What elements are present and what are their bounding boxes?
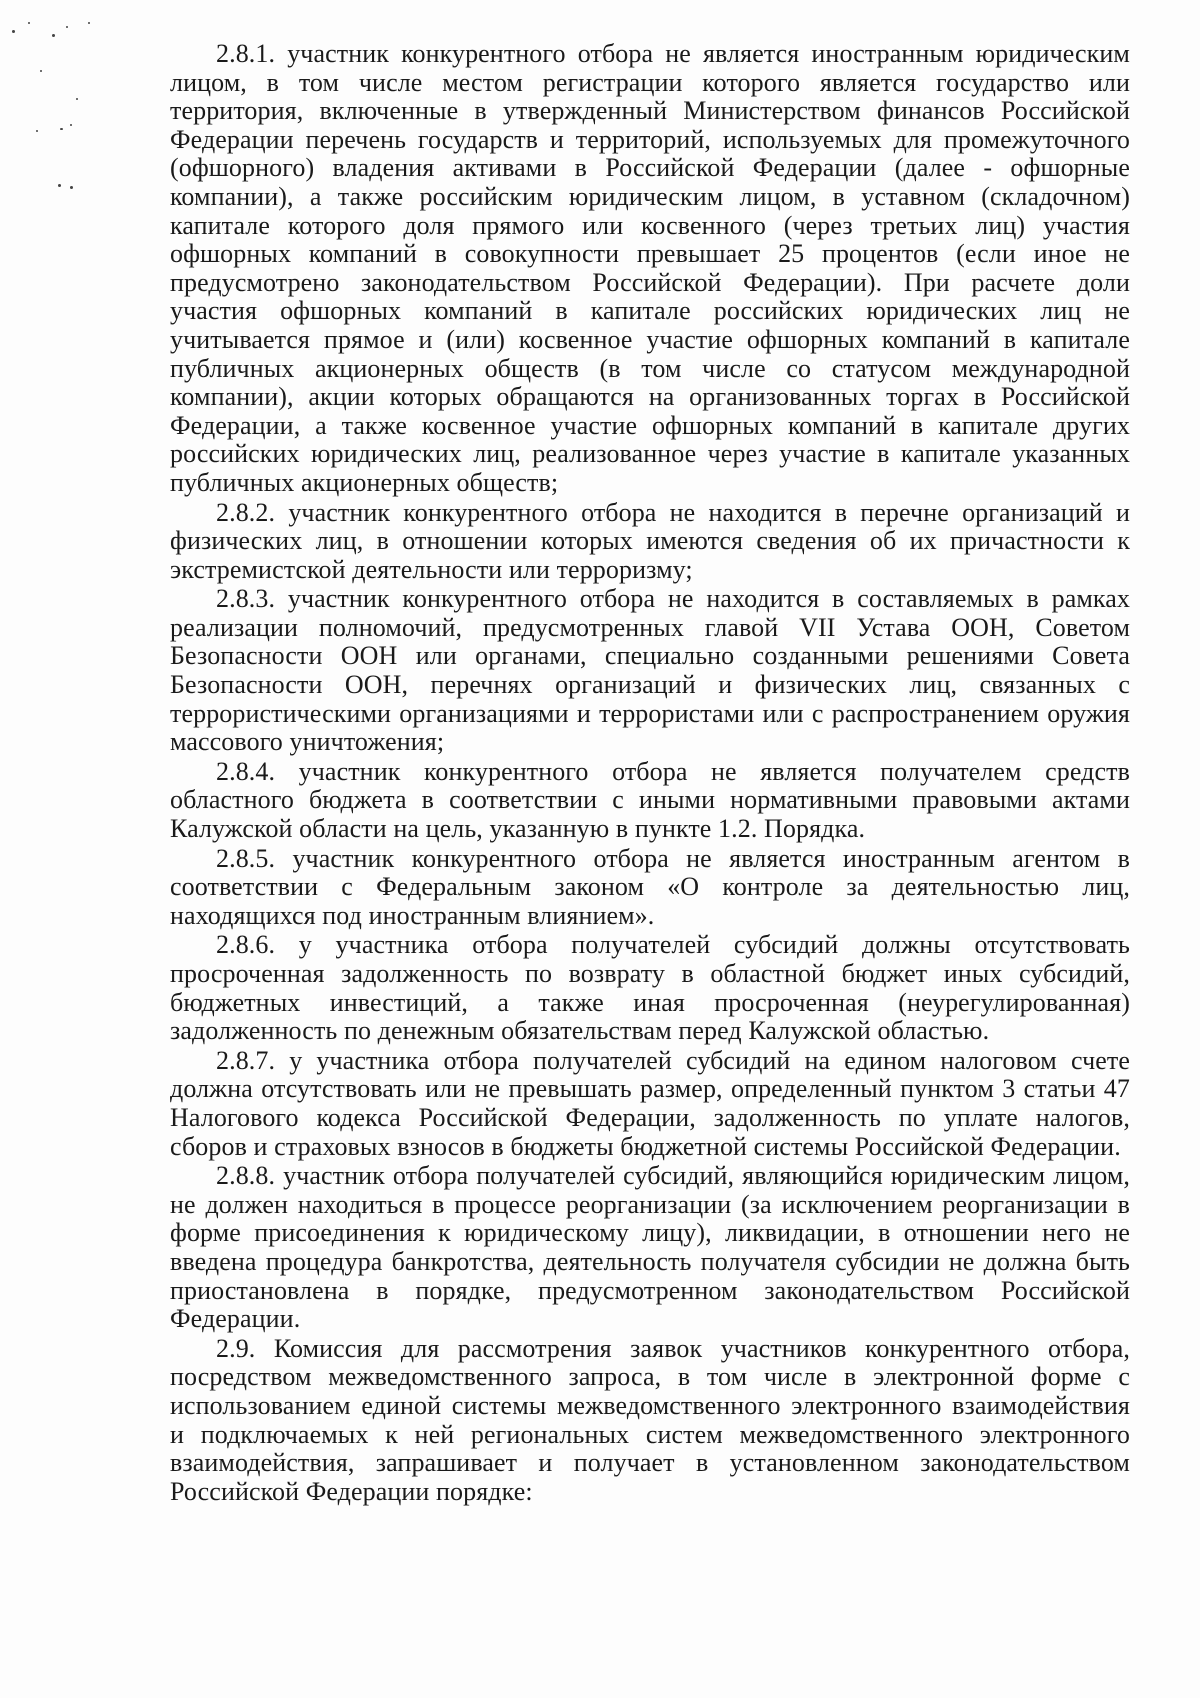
clause-2-8-6: 2.8.6. у участника отбора получателей субсидий должны отсутствовать просроченная задолженность по возврату в областной бюджет иных субсидий, бюджетных инвестиций, а также иная просроченная (неурегулированная) задолженность по денежным обязательствам перед Калужской областью. — [170, 930, 1130, 1046]
document-body — [170, 40, 1130, 1507]
clause-2-9: 2.9. Комиссия для рассмотрения заявок участников конкурентного отбора, посредством межведомственного запроса, в том числе в электронной форме с использованием единой системы межведомственного электронного взаимодействия и подключаемых к ней региональных систем межведомственного электронного взаимодействия, запрашивает и получает в установленном законодательством Российской Федерации порядке: — [170, 1333, 1130, 1506]
clause-2-8-5: 2.8.5. участник конкурентного отбора не является иностранным агентом в соответствии с Федеральным законом «О контроле за деятельностью лиц, находящихся под иностранным влиянием». — [170, 843, 1130, 930]
scan-specks — [0, 0, 120, 220]
clause-2-8-2: 2.8.2. участник конкурентного отбора не находится в перечне организаций и физических лиц, в отношении которых имеются сведения об их причастности к экстремистской деятельности или терроризму; — [170, 497, 1130, 584]
clause-2-8-4: 2.8.4. участник конкурентного отбора не является получателем средств областного бюджета в соответствии с иными нормативными правовыми актами Калужской области на цель, указанную в пункте 1.2. Порядка. — [170, 756, 1130, 844]
clause-2-8-8: 2.8.8. участник отбора получателей субсидий, являющийся юридическим лицом, не должен находиться в процессе реорганизации (за исключением реорганизации в форме присоединения к юридическому лицу), ликвидации, в отношении него не введена процедура банкротства, деятельность получателя субсидии не должна быть приостановлена в порядке, предусмотренном законодательством Российской Федерации. — [170, 1161, 1130, 1334]
clause-2-8-7: 2.8.7. у участника отбора получателей субсидий на едином налоговом счете должна отсутствовать или не превышать размер, определенный пунктом 3 статьи 47 Налогового кодекса Российской Федерации, задолженность по уплате налогов, сборов и страховых взносов в бюджеты бюджетной системы Российской Федерации. — [170, 1045, 1130, 1161]
clause-2-8-3: 2.8.3. участник конкурентного отбора не находится в составляемых в рамках реализации полномочий, предусмотренных главой VII Устава ООН, Советом Безопасности ООН или органами, специально созданными решениями Совета Безопасности ООН, перечнях организаций и физических лиц, связанных с террористическими организациями и террористами или с распространением оружия массового уничтожения; — [170, 584, 1130, 757]
clause-2-8-1: 2.8.1. участник конкурентного отбора не является иностранным юридическим лицом, в том числе местом регистрации которого является государство или территория, включенные в утвержденный Министерством финансов Российской Федерации перечень государств и территорий, используемых для промежуточного (офшорного) владения активами в Российской Федерации (далее - офшорные компании), а также российским юридическим лицом, в уставном (складочном) капитале которого доля прямого или косвенного (через третьих лиц) участия офшорных компаний в совокупности превышает 25 процентов (если иное не предусмотрено законодательством Российской Федерации). При расчете доли участия офшорных компаний в капитале российских юридических лиц не учитывается прямое и (или) косвенное участие офшорных компаний в капитале публичных акционерных обществ (в том числе со статусом международной компании), акции которых обращаются на организованных торгах в Российской Федерации, а также косвенное участие офшорных компаний в капитале других российских юридических лиц, реализованное через участие в капитале указанных публичных акционерных обществ; — [170, 39, 1130, 497]
